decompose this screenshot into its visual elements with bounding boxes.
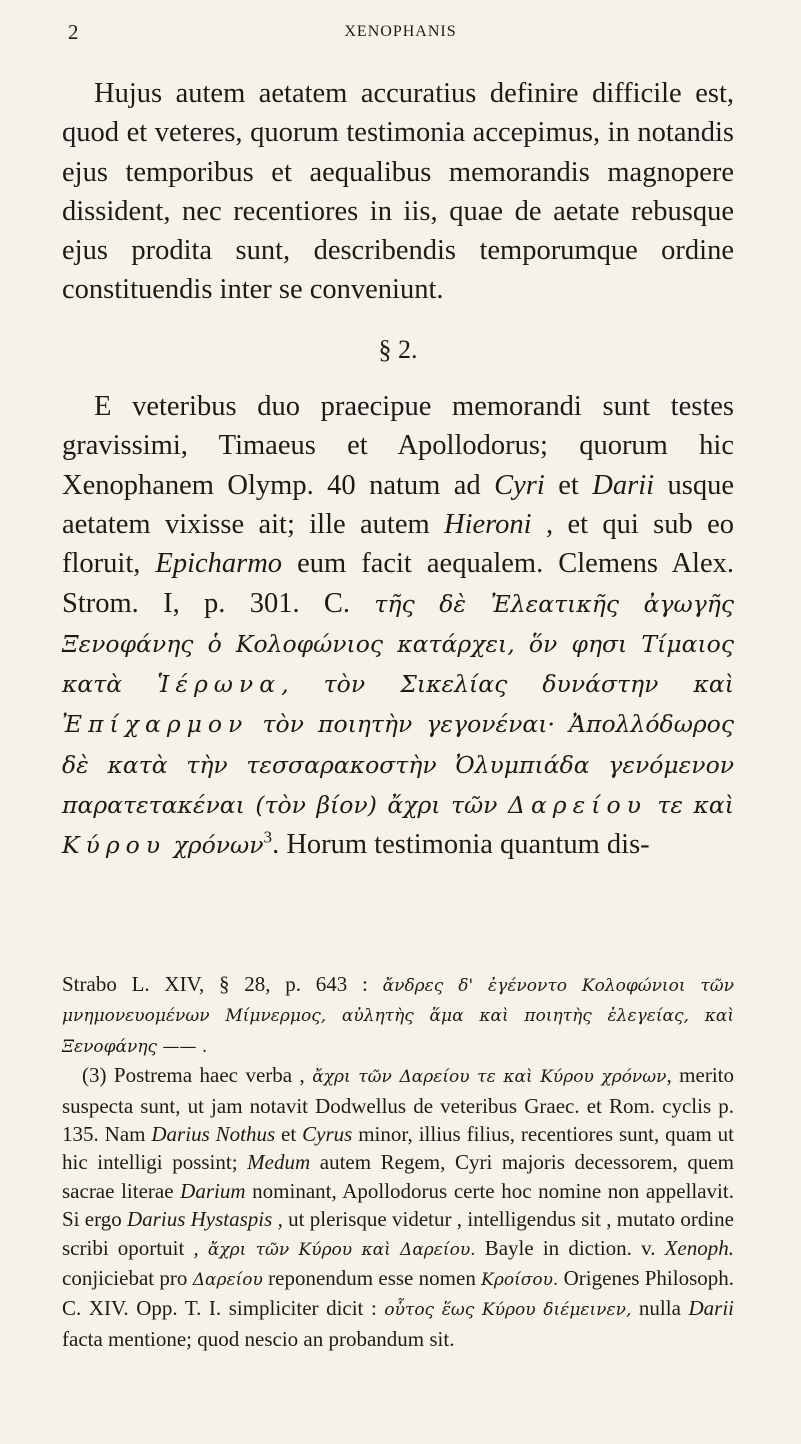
text-span: Origenes Philosoph. C. XIV. Opp. T. I. simpliciter dicit : [62, 1266, 734, 1321]
text-span: et qui sub eo floruit, [62, 508, 734, 580]
italic-name: Darii [592, 469, 655, 501]
footnotes [62, 970, 734, 1353]
greek-quote: ἄχρι τῶν Δαρείου τε καὶ Κύρου χρόνων [312, 1067, 667, 1088]
page-number: 2 [68, 20, 79, 44]
greek-quote: , τὸν Σικελίας δυνάστην καὶ [281, 670, 735, 699]
greek-quote: ἄνδρες δ' ἐγένοντο Κολοφώνιοι τῶν μνημονευομένων Μίμνερμος, αὐλητὴς ἅμα καὶ ποιητὴς ἐλεγείας, καὶ Ξενοφάνης —— . [62, 976, 735, 1057]
italic-name: Darii [688, 1296, 734, 1321]
text-span: Bayle in diction. v. [475, 1235, 665, 1260]
text-span: , merito suspecta sunt, ut jam notavit Dodwellus de veteribus Graec. et Rom. cyclis p. 135. Nam [62, 1063, 734, 1147]
running-head: XENOPHANIS [344, 23, 457, 40]
greek-quote: Κροίσου. [481, 1270, 559, 1291]
text-span: E veteribus duo praecipue memorandi sunt testes gravissimi, Timaeus et Apollodorus; quorum hic Xenophanem Olymp. 40 natum ad [62, 391, 734, 501]
main-text [62, 74, 734, 866]
text-span: (3) Postrema haec verba , [82, 1063, 313, 1088]
text-span: Strabo L. XIV, § 28, p. 643 : [62, 972, 383, 996]
greek-spaced-name: Κύρου [62, 831, 167, 860]
greek-quote: ἄχρι τῶν Κύρου καὶ Δαρείου. [207, 1239, 476, 1260]
text-span: et [544, 469, 593, 501]
text-span: reponendum esse nomen [262, 1266, 482, 1291]
greek-quote: τὸν ποιητὴν γεγονέναι· Ἀπολλόδωρος δὲ κατὰ τὴν τεσσαρακοστὴν Ὀλυμπιάδα γενόμενον παρατετακέναι (τὸν βίον) ἄχρι τῶν [62, 710, 734, 820]
footnote-reference: 3 [263, 827, 273, 847]
italic-name: Cyrus [302, 1122, 353, 1147]
greek-spaced-name: Δαρείου [507, 791, 647, 820]
footnote-3 [62, 1061, 734, 1353]
greek-quote: Δαρείου [192, 1270, 263, 1291]
italic-name: Darius Hystaspis , [127, 1207, 283, 1232]
italic-name: Epicharmo [155, 548, 283, 580]
paragraph-1: Hujus autem aetatem accuratius definire difficile est, quod et veteres, quorum testimonia accepimus, in notandis ejus temporibus et aequalibus memorandis magnopere dissident, nec recentiores in iis, quae de aetate rebusque ejus prodita sunt, describendis temporumque ordine constituendis inter se conveniunt. [62, 78, 734, 306]
greek-spaced-name: Ἐπίχαρμον [62, 710, 249, 739]
italic-name: Darius Nothus [151, 1122, 276, 1147]
text-span: facta mentione; quod nescio an probandum sit. [62, 1326, 455, 1351]
text-span: et [275, 1122, 303, 1147]
greek-quote: οὗτος ἕως Κύρου διέμεινεν, [384, 1300, 632, 1321]
text-span: nominant, Apollodorus certe hoc nomine non appellavit. Si ergo [62, 1178, 734, 1232]
text-span: eum facit aequalem. Clemens Alex. Strom. I, p. 301. C. [62, 548, 734, 619]
paragraph-2 [62, 387, 734, 866]
text-span: conjiciebat pro [62, 1266, 193, 1291]
text-span: usque aetatem vixisse ait; ille autem [62, 469, 734, 540]
greek-quote: τε καὶ [646, 791, 734, 820]
italic-name: Darium [180, 1178, 246, 1203]
greek-quote: χρόνων [166, 831, 264, 860]
section-heading: § 2. [378, 334, 418, 364]
italic-name: Xenoph. [664, 1235, 735, 1260]
greek-quote: τῆς δὲ Ἐλεατικῆς ἀγωγῆς Ξενοφάνης ὁ Κολοφώνιος κατάρχει, ὅν φησι Τίμαιος κατὰ [62, 589, 734, 699]
text-span: ut plerisque videtur , intelligendus sit , mutato ordine scribi oportuit , [62, 1207, 734, 1260]
text-span: nulla [631, 1296, 689, 1321]
greek-spaced-name: Ἱέρωνα [157, 670, 282, 699]
text-span: autem Regem, Cyri majoris decessorem, quem sacrae literae [62, 1150, 734, 1203]
italic-name: Hieroni , [444, 508, 554, 540]
italic-name: Cyri [494, 469, 545, 501]
footnote-strabo [62, 970, 734, 1061]
text-span: . Horum testimonia quantum dis- [272, 829, 650, 861]
page-header [68, 20, 733, 50]
text-span: minor, illius filius, recentiores sunt, quam ut hic intelligi possint; [62, 1122, 735, 1175]
italic-name: Medum [247, 1150, 311, 1175]
